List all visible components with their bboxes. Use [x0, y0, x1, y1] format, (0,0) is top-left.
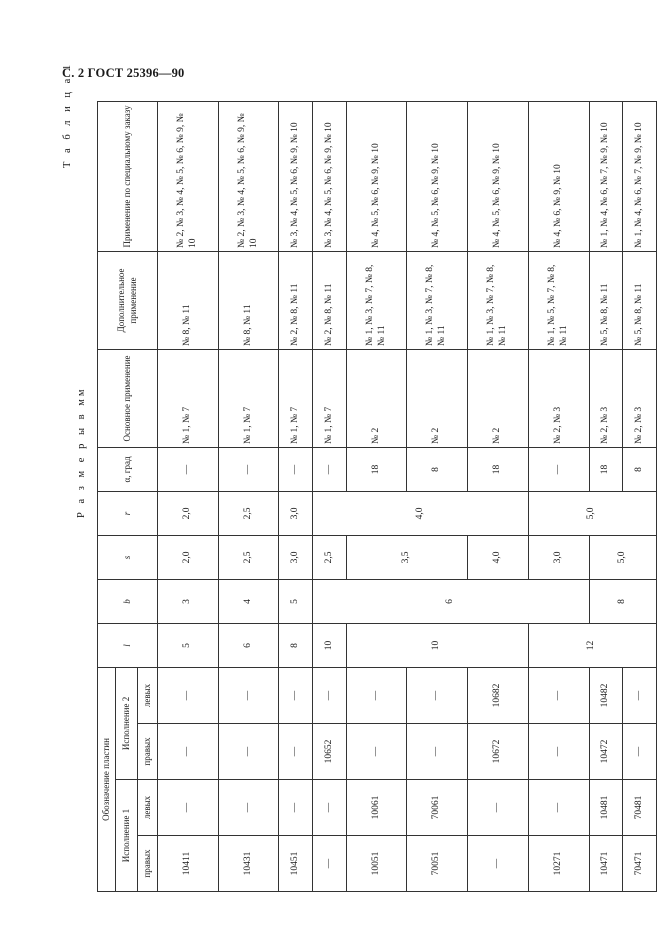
- cell-v2-right: —: [623, 724, 657, 780]
- plate-designation-table: [97, 101, 657, 892]
- header-b: b: [98, 579, 158, 623]
- cell-v2-right: 10472: [589, 724, 623, 780]
- cell-s: 3,0: [528, 535, 589, 579]
- cell-v2-right: 10672: [468, 724, 529, 780]
- cell-v2-left: —: [407, 667, 468, 723]
- cell-v1-right: 10431: [218, 836, 279, 892]
- table-row: [528, 101, 589, 891]
- table-frame: [97, 102, 657, 892]
- table-row: [218, 101, 279, 891]
- cell-l-merged-12: 12: [528, 623, 656, 667]
- cell-main-use: № 2: [468, 349, 529, 447]
- cell-v1-right: 10451: [279, 836, 313, 892]
- cell-r: 2,5: [218, 491, 279, 535]
- cell-v1-left: —: [218, 780, 279, 836]
- cell-extra-use: № 2, № 8, № 11: [313, 251, 347, 349]
- cell-main-use: № 2: [407, 349, 468, 447]
- cell-b-merged: 6: [313, 579, 589, 623]
- cell-v2-right: —: [528, 724, 589, 780]
- cell-r: 2,0: [158, 491, 219, 535]
- cell-alpha: —: [158, 447, 219, 491]
- cell-extra-use: № 1, № 3, № 7, № 8, № 11: [468, 251, 529, 349]
- cell-l: 8: [279, 623, 313, 667]
- cell-alpha: —: [313, 447, 347, 491]
- cell-main-use: № 2: [346, 349, 407, 447]
- cell-alpha: —: [279, 447, 313, 491]
- cell-v1-right: 10271: [528, 836, 589, 892]
- cell-b: 3: [158, 579, 219, 623]
- cell-l-merged: 10: [346, 623, 528, 667]
- cell-v2-left: —: [158, 667, 219, 723]
- header-v1-right: правых: [138, 836, 158, 892]
- cell-main-use: № 1, № 7: [279, 349, 313, 447]
- cell-v1-left: —: [528, 780, 589, 836]
- cell-b: 4: [218, 579, 279, 623]
- cell-v1-left: 70481: [623, 780, 657, 836]
- cell-v1-left: —: [313, 780, 347, 836]
- cell-extra-use: № 5, № 8, № 11: [589, 251, 623, 349]
- cell-v2-left: —: [528, 667, 589, 723]
- header-v1-left: левых: [138, 780, 158, 836]
- cell-v2-right: —: [407, 724, 468, 780]
- cell-special-use: № 2, № 3, № 4, № 5, № 6, № 9, № 10: [218, 101, 279, 251]
- cell-v1-left: 10061: [346, 780, 407, 836]
- cell-alpha: 8: [623, 447, 657, 491]
- cell-alpha: —: [528, 447, 589, 491]
- header-special-use: Применение по специальному заказу: [98, 101, 158, 251]
- header-l: l: [98, 623, 158, 667]
- cell-v1-left: 70061: [407, 780, 468, 836]
- cell-alpha: 18: [346, 447, 407, 491]
- cell-alpha: 18: [468, 447, 529, 491]
- cell-extra-use: № 2, № 8, № 11: [279, 251, 313, 349]
- cell-v1-right: 10471: [589, 836, 623, 892]
- cell-v1-left: —: [158, 780, 219, 836]
- cell-alpha: —: [218, 447, 279, 491]
- cell-b: 5: [279, 579, 313, 623]
- cell-l: 6: [218, 623, 279, 667]
- table-row: [158, 101, 219, 891]
- cell-special-use: № 1, № 4, № 6, № 7, № 9, № 10: [589, 101, 623, 251]
- cell-s: 4,0: [468, 535, 529, 579]
- cell-v2-left: —: [218, 667, 279, 723]
- cell-main-use: № 2, № 3: [528, 349, 589, 447]
- cell-s: 3,0: [279, 535, 313, 579]
- cell-s-merged-50: 5,0: [589, 535, 657, 579]
- cell-v2-left: —: [279, 667, 313, 723]
- cell-r-merged: 4,0: [313, 491, 529, 535]
- cell-v2-right: —: [279, 724, 313, 780]
- cell-v1-right: —: [468, 836, 529, 892]
- cell-v2-right: —: [218, 724, 279, 780]
- cell-v1-right: —: [313, 836, 347, 892]
- cell-r-merged-50: 5,0: [528, 491, 656, 535]
- cell-main-use: № 1, № 7: [313, 349, 347, 447]
- table-row: [313, 101, 347, 891]
- header-version-2: Исполнение 2: [116, 667, 138, 779]
- cell-v2-left: 10482: [589, 667, 623, 723]
- cell-l: 10: [313, 623, 347, 667]
- table-caption: Т а б л и ц а 1: [62, 61, 73, 168]
- header-v2-left: левых: [138, 667, 158, 723]
- page-header: С. 2 ГОСТ 25396—90: [62, 66, 185, 80]
- cell-r: 3,0: [279, 491, 313, 535]
- cell-v2-left: —: [313, 667, 347, 723]
- cell-s: 2,5: [313, 535, 347, 579]
- table-row: [279, 101, 313, 891]
- cell-v1-left: 10481: [589, 780, 623, 836]
- cell-main-use: № 2, № 3: [589, 349, 623, 447]
- cell-s: 2,5: [218, 535, 279, 579]
- header-designation: Обозначение пластин: [98, 667, 116, 891]
- header-extra-use: Дополнительное применение: [98, 251, 158, 349]
- cell-special-use: № 2, № 3, № 4, № 5, № 6, № 9, № 10: [158, 101, 219, 251]
- cell-main-use: № 2, № 3: [623, 349, 657, 447]
- cell-v1-right: 70051: [407, 836, 468, 892]
- cell-v2-right: —: [346, 724, 407, 780]
- header-alpha: α, град: [98, 447, 158, 491]
- cell-l: 5: [158, 623, 219, 667]
- cell-v1-left: —: [468, 780, 529, 836]
- cell-alpha: 8: [407, 447, 468, 491]
- cell-v2-left: —: [623, 667, 657, 723]
- cell-v2-right: —: [158, 724, 219, 780]
- cell-special-use: № 1, № 4, № 6, № 7, № 9, № 10: [623, 101, 657, 251]
- cell-v2-left: —: [346, 667, 407, 723]
- header-r: r: [98, 491, 158, 535]
- cell-v2-right: 10652: [313, 724, 347, 780]
- cell-special-use: № 4, № 5, № 6, № 9, № 10: [468, 101, 529, 251]
- header-v2-right: правых: [138, 724, 158, 780]
- cell-v2-left: 10682: [468, 667, 529, 723]
- cell-v1-right: 10411: [158, 836, 219, 892]
- cell-main-use: № 1, № 7: [218, 349, 279, 447]
- header-version-1: Исполнение 1: [116, 780, 138, 892]
- cell-alpha: 18: [589, 447, 623, 491]
- cell-s-merged: 3,5: [346, 535, 467, 579]
- cell-special-use: № 4, № 6, № 9, № 10: [528, 101, 589, 251]
- cell-v1-right: 70471: [623, 836, 657, 892]
- cell-extra-use: № 5, № 8, № 11: [623, 251, 657, 349]
- cell-v1-right: 10051: [346, 836, 407, 892]
- cell-special-use: № 3, № 4, № 5, № 6, № 9, № 10: [279, 101, 313, 251]
- rotated-table-container: [97, 102, 657, 892]
- cell-extra-use: № 1, № 3, № 7, № 8, № 11: [346, 251, 407, 349]
- header-main-use: Основное применение: [98, 349, 158, 447]
- cell-s: 2,0: [158, 535, 219, 579]
- cell-main-use: № 1, № 7: [158, 349, 219, 447]
- dimensions-caption: Р а з м е р ы в мм: [76, 386, 87, 518]
- cell-special-use: № 4, № 5, № 6, № 9, № 10: [407, 101, 468, 251]
- header-s: s: [98, 535, 158, 579]
- cell-b-merged-8: 8: [589, 579, 657, 623]
- cell-special-use: № 4, № 5, № 6, № 9, № 10: [346, 101, 407, 251]
- cell-special-use: № 3, № 4, № 5, № 6, № 9, № 10: [313, 101, 347, 251]
- cell-extra-use: № 8, № 11: [218, 251, 279, 349]
- cell-extra-use: № 1, № 3, № 7, № 8, № 11: [407, 251, 468, 349]
- cell-extra-use: № 8, № 11: [158, 251, 219, 349]
- cell-extra-use: № 1, № 5, № 7, № 8, № 11: [528, 251, 589, 349]
- cell-v1-left: —: [279, 780, 313, 836]
